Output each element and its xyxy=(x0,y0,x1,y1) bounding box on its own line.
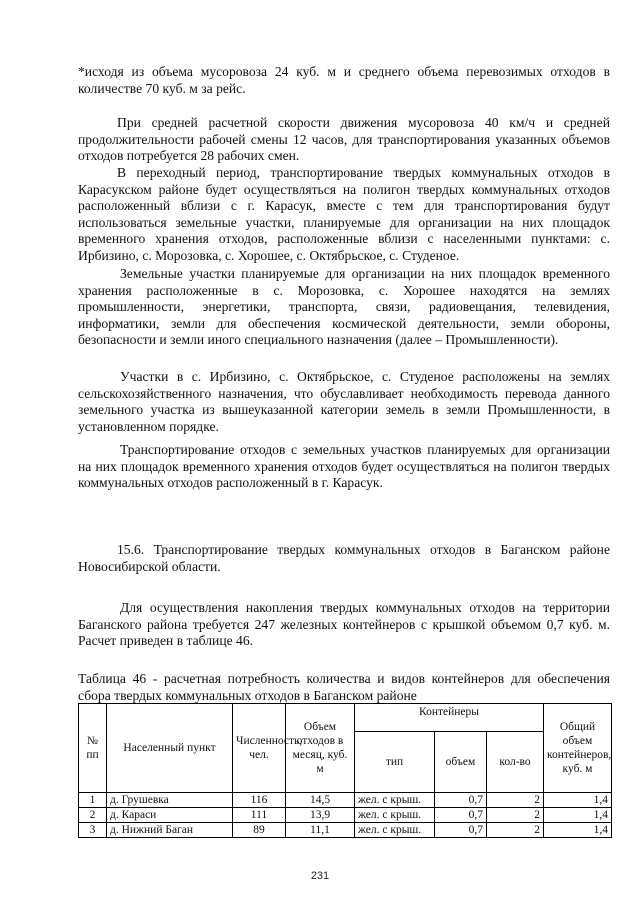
cell-total-volume: 1,4 xyxy=(544,793,612,808)
header-settlement: Населенный пункт xyxy=(107,704,233,793)
cell-population: 89 xyxy=(233,823,286,838)
land-plots-paragraph: Земельные участки планируемые для организации на них площадок временного хранения расположенные в с. Морозовка, с. Хорошее находятся на землях промышленности, энергетики, транспорта, связи, радиовещания, телевидения, информатики, земли для обеспечения космической деятельности, земли обороны, безопасности и земли иного специального назначения (далее – Промышленности). xyxy=(78,266,610,348)
header-type: тип xyxy=(355,732,435,793)
speed-paragraph: При средней расчетной скорости движения мусоровоза 40 км/ч и средней продолжительности рабочей смены 12 часов, для транспортирования указанных объемов отходов потребуется 28 рабочих смен. xyxy=(78,115,610,164)
page-number: 231 xyxy=(310,870,330,882)
cell-type: жел. с крыш. xyxy=(355,793,435,808)
section-heading: 15.6. Транспортирование твердых коммунальных отходов в Баганском районе Новосибирской области. xyxy=(78,542,610,574)
footnote-paragraph: *исходя из объема мусоровоза 24 куб. м и среднего объема перевозимых отходов в количестве 70 куб. м за рейс. xyxy=(78,64,610,96)
header-count: кол-во xyxy=(487,732,544,793)
cell-volume-month: 13,9 xyxy=(286,808,355,823)
table-caption: Таблица 46 - расчетная потребность количества и видов контейнеров для обеспечения сбора твердых коммунальных отходов в Баганском районе xyxy=(78,671,610,703)
cell-count: 2 xyxy=(487,793,544,808)
cell-total-volume: 1,4 xyxy=(544,823,612,838)
cell-count: 2 xyxy=(487,808,544,823)
header-volume: объем xyxy=(435,732,487,793)
transport-paragraph: Транспортирование отходов с земельных участков планируемых для организации на них площадок временного хранения отходов будет осуществляться на полигон твердых коммунальных отходов расположенный в г. Карасук. xyxy=(78,442,610,491)
cell-num: 2 xyxy=(79,808,107,823)
containers-table xyxy=(78,703,612,838)
table-row xyxy=(79,793,612,808)
cell-total-volume: 1,4 xyxy=(544,808,612,823)
header-population: Численность, чел. xyxy=(233,704,286,793)
cell-type: жел. с крыш. xyxy=(355,808,435,823)
cell-volume-month: 14,5 xyxy=(286,793,355,808)
cell-volume-month: 11,1 xyxy=(286,823,355,838)
cell-settlement: д. Караси xyxy=(107,808,233,823)
header-containers: Контейнеры xyxy=(355,704,544,732)
cell-num: 3 xyxy=(79,823,107,838)
cell-volume: 0,7 xyxy=(435,793,487,808)
table-row xyxy=(79,823,612,838)
containers-paragraph: Для осуществления накопления твердых коммунальных отходов на территории Баганского района требуется 247 железных контейнеров с крышкой объемом 0,7 куб. м. Расчет приведен в таблице 46. xyxy=(78,600,610,649)
cell-volume: 0,7 xyxy=(435,823,487,838)
cell-settlement: д. Нижний Баган xyxy=(107,823,233,838)
cell-num: 1 xyxy=(79,793,107,808)
cell-population: 111 xyxy=(233,808,286,823)
cell-type: жел. с крыш. xyxy=(355,823,435,838)
agricultural-land-paragraph: Участки в с. Ирбизино, с. Октябрьское, с. Студеное расположены на землях сельскохозяйственного назначения, что обуславливает необходимость перевода данного земельного участка из вышеуказанной категории земель в земли Промышленности, в установленном порядке. xyxy=(78,369,610,434)
cell-count: 2 xyxy=(487,823,544,838)
cell-population: 116 xyxy=(233,793,286,808)
header-num: № пп xyxy=(79,704,107,793)
transition-period-paragraph: В переходный период, транспортирование твердых коммунальных отходов в Карасукском районе будет осуществляться на полигон твердых коммунальных отходов расположенный вблизи с г. Карасук, вместе с тем для транспортирования будут использоваться земельные участки, планируемые для организации на них площадок временного хранения отходов, расположенные вблизи с населенными пунктами: с. Ирбизино, с. Морозовка, с. Хорошее, с. Октябрьское, с. Студеное. xyxy=(78,165,610,263)
header-total-volume: Общий объем контейнеров, куб. м xyxy=(544,704,612,793)
table-row xyxy=(79,808,612,823)
cell-settlement: д. Грушевка xyxy=(107,793,233,808)
cell-volume: 0,7 xyxy=(435,808,487,823)
header-volume-month: Объем отходов в месяц, куб. м xyxy=(286,704,355,793)
